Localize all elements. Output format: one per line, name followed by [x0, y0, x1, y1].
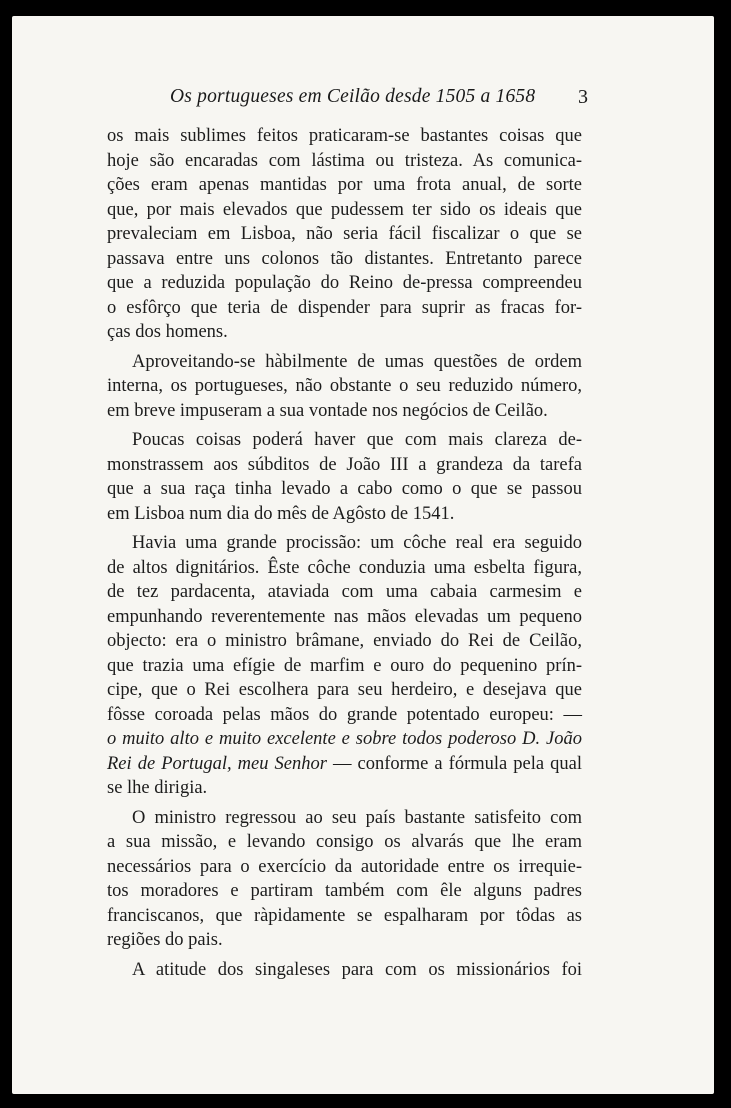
text-line: hoje são encaradas com lástima ou tristeza. As comunica- [107, 150, 582, 171]
text-line: A atitude dos singaleses para com os missionários foi [132, 959, 582, 980]
text-line: em Lisboa num dia do mês de Agôsto de 1541. [107, 503, 455, 524]
text-line: em breve impuseram a sua vontade nos negócios de Ceilão. [107, 400, 548, 421]
text-line: de altos dignitários. Êste côche conduzia uma esbelta figura, [107, 557, 582, 578]
paragraph [107, 958, 582, 983]
page-header [12, 86, 714, 116]
text-line: que a sua raça tinha levado a cabo como o que se passou [107, 479, 582, 499]
text-line: Havia uma grande procissão: um côche real era seguido [132, 533, 582, 553]
page-number: 3 [578, 86, 588, 108]
text-line: empunhando reverentemente nas mãos elevadas um pequeno [107, 606, 582, 627]
text-line: Poucas coisas poderá haver que com mais clareza de- [132, 430, 582, 450]
text-line: tos moradores e partiram também com êle alguns padres [107, 881, 582, 901]
text-line: de tez pardacenta, ataviada com uma cabaia carmesim e [107, 582, 582, 602]
text-line: que trazia uma efígie de marfim e ouro do pequenino prín- [107, 655, 582, 676]
text-line: a sua missão, e levando consigo os alvarás que lhe eram [107, 832, 582, 852]
text-line: monstrassem aos súbditos de João III a grandeza da tarefa [107, 454, 582, 475]
text-line: Aproveitando-se hàbilmente de umas questões de ordem [132, 351, 582, 372]
text-line: o esfôrço que teria de dispender para suprir as fracas for- [107, 297, 582, 318]
body-text [107, 124, 582, 982]
paragraph [107, 531, 582, 801]
text-line: necessários para o exercício da autoridade entre os irrequie- [107, 856, 582, 877]
text-line: prevaleciam em Lisboa, não seria fácil fiscalizar o que se [107, 224, 582, 244]
text-line: ções eram apenas mantidas por uma frota anual, de sorte [107, 175, 582, 195]
text-line: que, por mais elevados que pudessem ter sido os ideais que [107, 199, 582, 220]
text-line: cipe, que o Rei escolhera para seu herdeiro, e desejava que [107, 680, 582, 700]
running-title: Os portugueses em Ceilão desde 1505 a 1658 [170, 86, 536, 107]
roman-span: — conforme a fórmula pela qual [326, 753, 582, 774]
text-line: ças dos homens. [107, 322, 228, 342]
text-line-italic: o muito alto e muito excelente e sobre todos poderoso D. João [107, 729, 582, 749]
text-line: franciscanos, que ràpidamente se espalharam por tôdas as [107, 905, 582, 926]
paragraph [107, 350, 582, 424]
text-line: O ministro regressou ao seu país bastante satisfeito com [132, 807, 582, 828]
text-line: passava entre uns colonos tão distantes. Entretanto parece [107, 248, 582, 269]
text-line: regiões do pais. [107, 930, 223, 950]
text-line: os mais sublimes feitos praticaram-se bastantes coisas que [107, 126, 582, 146]
text-line: se lhe dirigia. [107, 778, 208, 798]
paragraph [107, 428, 582, 526]
book-page [12, 16, 714, 1094]
text-line: interna, os portugueses, não obstante o seu reduzido número, [107, 376, 582, 396]
italic-span: Rei de Portugal, meu Senhor [107, 753, 327, 774]
text-line: fôsse coroada pelas mãos do grande potentado europeu: — [107, 704, 582, 725]
text-line-mixed [107, 752, 582, 777]
text-line: objecto: era o ministro brâmane, enviado do Rei de Ceilão, [107, 631, 582, 651]
paragraph [107, 806, 582, 953]
paragraph [107, 124, 582, 345]
text-line: que a reduzida população do Reino de-pressa compreendeu [107, 273, 582, 293]
